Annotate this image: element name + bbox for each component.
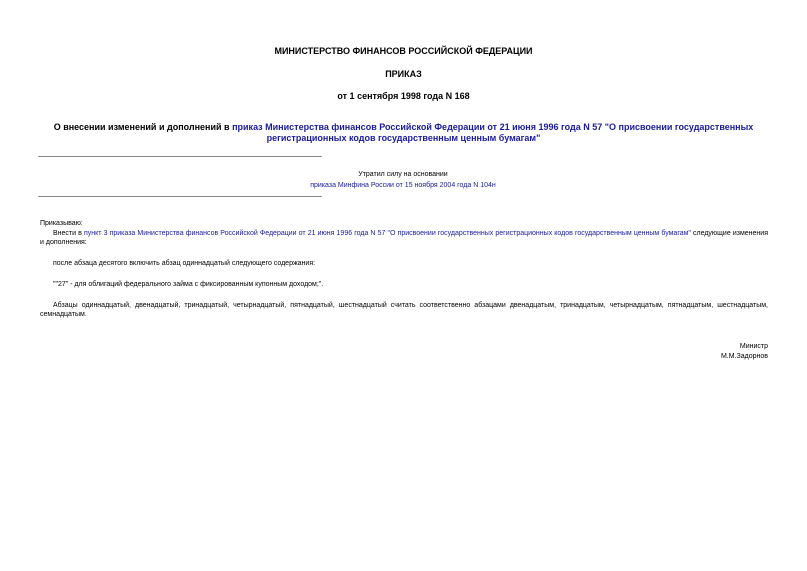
ministry-heading: МИНИСТЕРСТВО ФИНАНСОВ РОССИЙСКОЙ ФЕДЕРАЦИИ: [274, 46, 533, 56]
clause-3-link[interactable]: пункт 3 приказа Министерства финансов Российской Федерации от 21 июня 1996 года N 57 "О присвоении государственных регистрационных кодов государственным ценным бумагам": [83, 230, 691, 237]
repeal-order-link[interactable]: приказа Минфина России от 15 ноября 2004 года N 104н: [310, 182, 496, 189]
order-word: Приказываю:: [40, 220, 83, 227]
divider-bottom: [38, 196, 322, 197]
repeal-note: Утратил силу на основании: [358, 171, 448, 178]
signature-name: М.М.Задорнов: [720, 353, 768, 360]
document-title-prefix: О внесении изменений и дополнений в: [53, 122, 233, 132]
signature-title: Министр: [739, 343, 768, 350]
paragraph-amendment-suffix: следующие изменения и дополнения:: [40, 230, 768, 246]
paragraph-renumber: Абзацы одиннадцатый, двенадцатый, тринадцатый, четырнадцатый, пятнадцатый, шестнадцатый считать соответственно абзацами двенадцатым, тринадцатым, четырнадцатым, пятнадцатым, шестнадцатым, семнадцатым.: [40, 302, 768, 318]
paragraph-code-27: ""27" - для облигаций федерального займа с фиксированным купонным доходом;".: [53, 281, 324, 288]
divider-top: [38, 156, 322, 157]
paragraph-amendment-prefix: Внести в: [53, 230, 84, 237]
paragraph-amendment: [40, 229, 768, 247]
paragraph-insert: после абзаца десятого включить абзац одиннадцатый следующего содержания:: [53, 260, 316, 267]
document-date-heading: от 1 сентября 1998 года N 168: [337, 91, 470, 101]
document-title: [40, 122, 767, 144]
document-type-heading: ПРИКАЗ: [385, 69, 422, 79]
title-order-link[interactable]: приказ Министерства финансов Российской Федерации от 21 июня 1996 года N 57 "О присвоении государственных регистрационных кодов государственным ценным бумагам": [232, 122, 754, 143]
